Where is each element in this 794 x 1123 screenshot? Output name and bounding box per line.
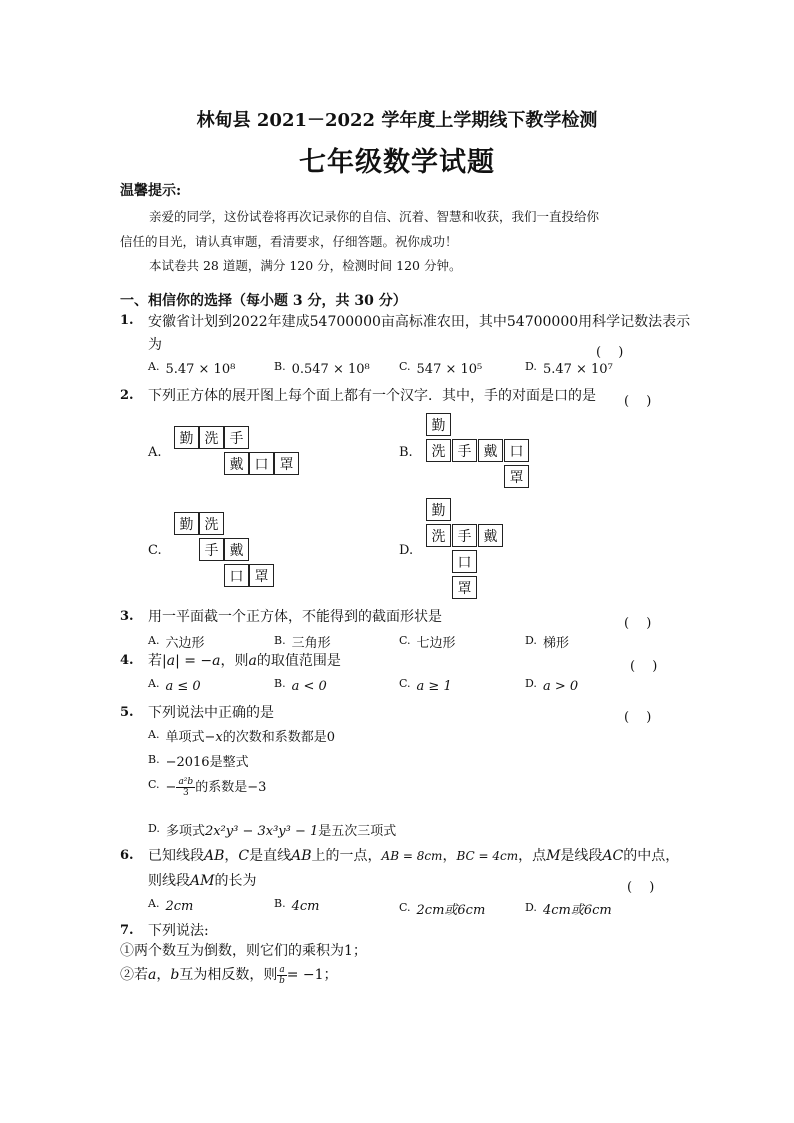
net-face: 戴 xyxy=(478,524,503,547)
q1-option-b xyxy=(274,362,370,377)
q7-sep: ， xyxy=(156,967,171,983)
net-face: 口 xyxy=(224,564,249,587)
tips-heading: 温馨提示: xyxy=(120,183,182,199)
q5-a-post: 的次数和系数都是 xyxy=(222,730,327,745)
option-label: B. xyxy=(274,634,286,647)
net-face: 戴 xyxy=(224,452,249,475)
option-label: A. xyxy=(148,728,160,741)
q6-math: AB xyxy=(204,848,225,864)
option-text: 5.47 × 10⁷ xyxy=(542,362,613,377)
fraction-numerator: a²b xyxy=(178,777,194,787)
net-face: 洗 xyxy=(426,439,451,462)
option-text: a > 0 xyxy=(542,679,579,694)
net-face: 洗 xyxy=(199,426,224,449)
q4-expr: |a| = −a xyxy=(162,653,221,669)
q3-option-b xyxy=(274,632,331,651)
q1-option-a xyxy=(148,362,235,377)
q3-option-c xyxy=(399,632,456,651)
net-face: 口 xyxy=(504,439,529,462)
q5-a-val: 0 xyxy=(326,730,335,745)
option-label: A. xyxy=(148,677,160,690)
net-face: 罩 xyxy=(249,564,274,587)
q3-number: 3. xyxy=(120,609,134,624)
q2-label-a: A. xyxy=(148,445,162,460)
q6-seg: 则线段 xyxy=(148,873,190,889)
option-label: C. xyxy=(399,677,411,690)
q6-seg: 上的一点， xyxy=(311,848,382,864)
q5-d-expr: 2x²y³ − 3x³y³ − 1 xyxy=(204,824,319,839)
q4-text-mid: ，则 xyxy=(220,653,249,669)
net-face: 勤 xyxy=(174,512,199,535)
option-text: 三角形 xyxy=(291,636,331,651)
option-text: 4cm或6cm xyxy=(542,903,612,918)
q5-d-post: 是五次三项式 xyxy=(318,824,397,839)
circled-1-mark: ① xyxy=(120,943,134,959)
q4-text-pre: 若 xyxy=(148,653,162,669)
q7-item-1-val: 1 xyxy=(344,943,353,959)
q2-label-c: C. xyxy=(148,543,162,558)
net-face: 手 xyxy=(224,426,249,449)
net-face: 勤 xyxy=(174,426,199,449)
option-label: D. xyxy=(148,822,160,835)
q7-item-1-end: ； xyxy=(352,943,367,959)
option-text: 4cm xyxy=(291,899,320,914)
option-label: B. xyxy=(274,360,286,373)
q5-option-d xyxy=(148,820,396,839)
q7-item-2-mid: 互为相反数，则 xyxy=(179,967,278,983)
q7-number: 7. xyxy=(120,923,134,938)
option-text: 七边形 xyxy=(416,636,456,651)
option-text: a ≥ 1 xyxy=(416,679,452,694)
option-text: 0.547 × 10⁸ xyxy=(291,362,370,377)
option-label: B. xyxy=(274,897,286,910)
option-label: D. xyxy=(525,360,537,373)
q3-answer-bracket[interactable]: ( ) xyxy=(624,616,652,631)
q7-var-b: b xyxy=(170,967,180,983)
q6-seg: ，点 xyxy=(518,848,547,864)
q2-number: 2. xyxy=(120,388,134,403)
q1-answer-bracket[interactable]: ( ) xyxy=(596,345,624,360)
option-text: 5.47 × 10⁸ xyxy=(165,362,236,377)
q5-b-post: 是整式 xyxy=(209,755,249,770)
q4-option-b xyxy=(274,679,327,694)
option-label: A. xyxy=(148,360,160,373)
q6-seg: 的长为 xyxy=(214,873,257,889)
net-face: 罩 xyxy=(452,576,477,599)
q4-text-post: 的取值范围是 xyxy=(256,653,341,669)
option-label: A. xyxy=(148,897,160,910)
option-label: D. xyxy=(525,677,537,690)
q6-seg: 是直线 xyxy=(249,848,292,864)
q2-label-d: D. xyxy=(399,543,414,558)
q6-math: AM xyxy=(190,873,215,889)
option-label: D. xyxy=(525,634,537,647)
q2-label-b: B. xyxy=(399,445,413,460)
net-face: 口 xyxy=(249,452,274,475)
q6-math: AB xyxy=(291,848,312,864)
q4-number: 4. xyxy=(120,653,134,668)
q5-option-b xyxy=(148,751,249,770)
q5-option-c xyxy=(148,776,266,798)
q6-seg: 的中点， xyxy=(623,848,680,864)
q3-text: 用一平面截一个正方体，不能得到的截面形状是 xyxy=(148,609,442,625)
net-face: 手 xyxy=(452,524,477,547)
net-face: 罩 xyxy=(504,465,529,488)
q2-text: 下列正方体的展开图上每个面上都有一个汉字．其中，手的对面是口的是 xyxy=(148,388,596,404)
tips-line-3: 本试卷共 28 道题，满分 120 分，检测时间 120 分钟。 xyxy=(149,258,462,273)
q4-option-c xyxy=(399,679,452,694)
q5-number: 5. xyxy=(120,705,134,720)
q6-text-line1 xyxy=(148,845,679,865)
option-text: 六边形 xyxy=(165,636,205,651)
q6-seg: 已知线段 xyxy=(148,848,204,864)
net-face: 戴 xyxy=(224,538,249,561)
option-text: 2cm xyxy=(165,899,194,914)
q4-var: a xyxy=(248,653,257,669)
q6-math: AC xyxy=(602,848,624,864)
q5-text: 下列说法中正确的是 xyxy=(148,705,274,721)
option-text: 2cm或6cm xyxy=(416,903,486,918)
option-label: C. xyxy=(399,901,411,914)
option-label: B. xyxy=(148,753,160,766)
option-label: D. xyxy=(525,901,537,914)
q5-answer-bracket[interactable]: ( ) xyxy=(624,710,652,725)
q5-c-val: −3 xyxy=(247,780,267,795)
q1-text-line2: 为 xyxy=(148,337,162,353)
q6-seg: ， xyxy=(442,848,457,864)
option-text: 梯形 xyxy=(542,636,569,651)
option-label: A. xyxy=(148,634,160,647)
option-text: 547 × 10⁵ xyxy=(416,362,483,377)
q6-option-d xyxy=(525,899,612,918)
option-label: B. xyxy=(274,677,286,690)
tips-line-1: 亲爱的同学，这份试卷将再次记录你的自信、沉着、智慧和收获，我们一直投给你 xyxy=(149,209,600,224)
q1-option-d xyxy=(525,362,613,377)
q5-d-pre: 多项式 xyxy=(165,824,205,839)
q5-c-fraction xyxy=(176,777,195,798)
fraction-denominator: 3 xyxy=(182,788,189,798)
q6-number: 6. xyxy=(120,848,134,863)
net-face: 口 xyxy=(452,550,477,573)
q5-c-post: 的系数是 xyxy=(195,780,248,795)
q6-option-b xyxy=(274,899,319,914)
q2-answer-bracket[interactable]: ( ) xyxy=(624,394,652,409)
option-text: a < 0 xyxy=(291,679,327,694)
net-face: 洗 xyxy=(199,512,224,535)
circled-2-mark: ② xyxy=(120,967,134,983)
q6-answer-bracket[interactable]: ( ) xyxy=(627,880,655,895)
q6-math: AB = 8cm xyxy=(381,849,443,863)
q7-item-2 xyxy=(120,964,338,986)
q6-option-c xyxy=(399,899,485,918)
q5-a-pre: 单项式 xyxy=(165,730,205,745)
q1-number: 1. xyxy=(120,313,134,328)
tips-line-2: 信任的目光，请认真审题，看清要求，仔细答题。祝你成功！ xyxy=(120,234,458,249)
option-label: C. xyxy=(148,778,160,791)
exam-subject-title: 七年级数学试题 xyxy=(299,147,495,178)
net-face: 勤 xyxy=(426,498,451,521)
q6-math: M xyxy=(546,848,561,864)
fraction-denominator: b xyxy=(279,975,285,986)
q7-text: 下列说法: xyxy=(148,923,209,939)
q7-fraction xyxy=(277,965,286,986)
q5-option-a xyxy=(148,726,335,745)
q3-option-a xyxy=(148,632,204,651)
q6-option-a xyxy=(148,899,193,914)
q7-item-1-text: 两个数互为倒数，则它们的乘积为 xyxy=(134,943,344,959)
option-label: C. xyxy=(399,360,411,373)
q1-text-line1: 安徽省计划到2022年建成54700000亩高标准农田，其中54700000用科学记数法表示 xyxy=(148,314,691,330)
net-face: 手 xyxy=(452,439,477,462)
q7-item-2-pre: 若 xyxy=(134,967,148,983)
net-face: 洗 xyxy=(426,524,451,547)
q1-option-c xyxy=(399,362,482,377)
q7-item-1 xyxy=(120,940,367,960)
q5-b-expr: −2016 xyxy=(165,755,210,770)
net-face: 戴 xyxy=(478,439,503,462)
section-1-title: 一、相信你的选择（每小题 3 分，共 30 分） xyxy=(120,293,407,309)
q6-text-line2 xyxy=(148,870,256,890)
q6-math: BC = 4cm xyxy=(456,849,519,863)
q4-option-a xyxy=(148,679,201,694)
q4-option-d xyxy=(525,679,578,694)
q7-item-2-eq: = −1 xyxy=(286,967,324,983)
q4-text xyxy=(148,650,341,670)
q3-option-d xyxy=(525,632,569,651)
net-face: 罩 xyxy=(274,452,299,475)
q6-seg: ， xyxy=(224,848,239,864)
q6-seg: 是线段 xyxy=(560,848,603,864)
option-text: a ≤ 0 xyxy=(165,679,201,694)
net-face: 勤 xyxy=(426,413,451,436)
q6-math: C xyxy=(238,848,250,864)
q4-answer-bracket[interactable]: ( ) xyxy=(630,659,658,674)
q7-var-a: a xyxy=(148,967,157,983)
q5-a-expr: −x xyxy=(204,730,223,745)
net-face: 手 xyxy=(199,538,224,561)
fraction-numerator: a xyxy=(279,964,285,975)
q7-item-2-end: ； xyxy=(323,967,338,983)
q5-c-minus: − xyxy=(165,780,177,795)
option-label: C. xyxy=(399,634,411,647)
exam-header-title: 林甸县 2021－2022 学年度上学期线下教学检测 xyxy=(196,110,598,131)
